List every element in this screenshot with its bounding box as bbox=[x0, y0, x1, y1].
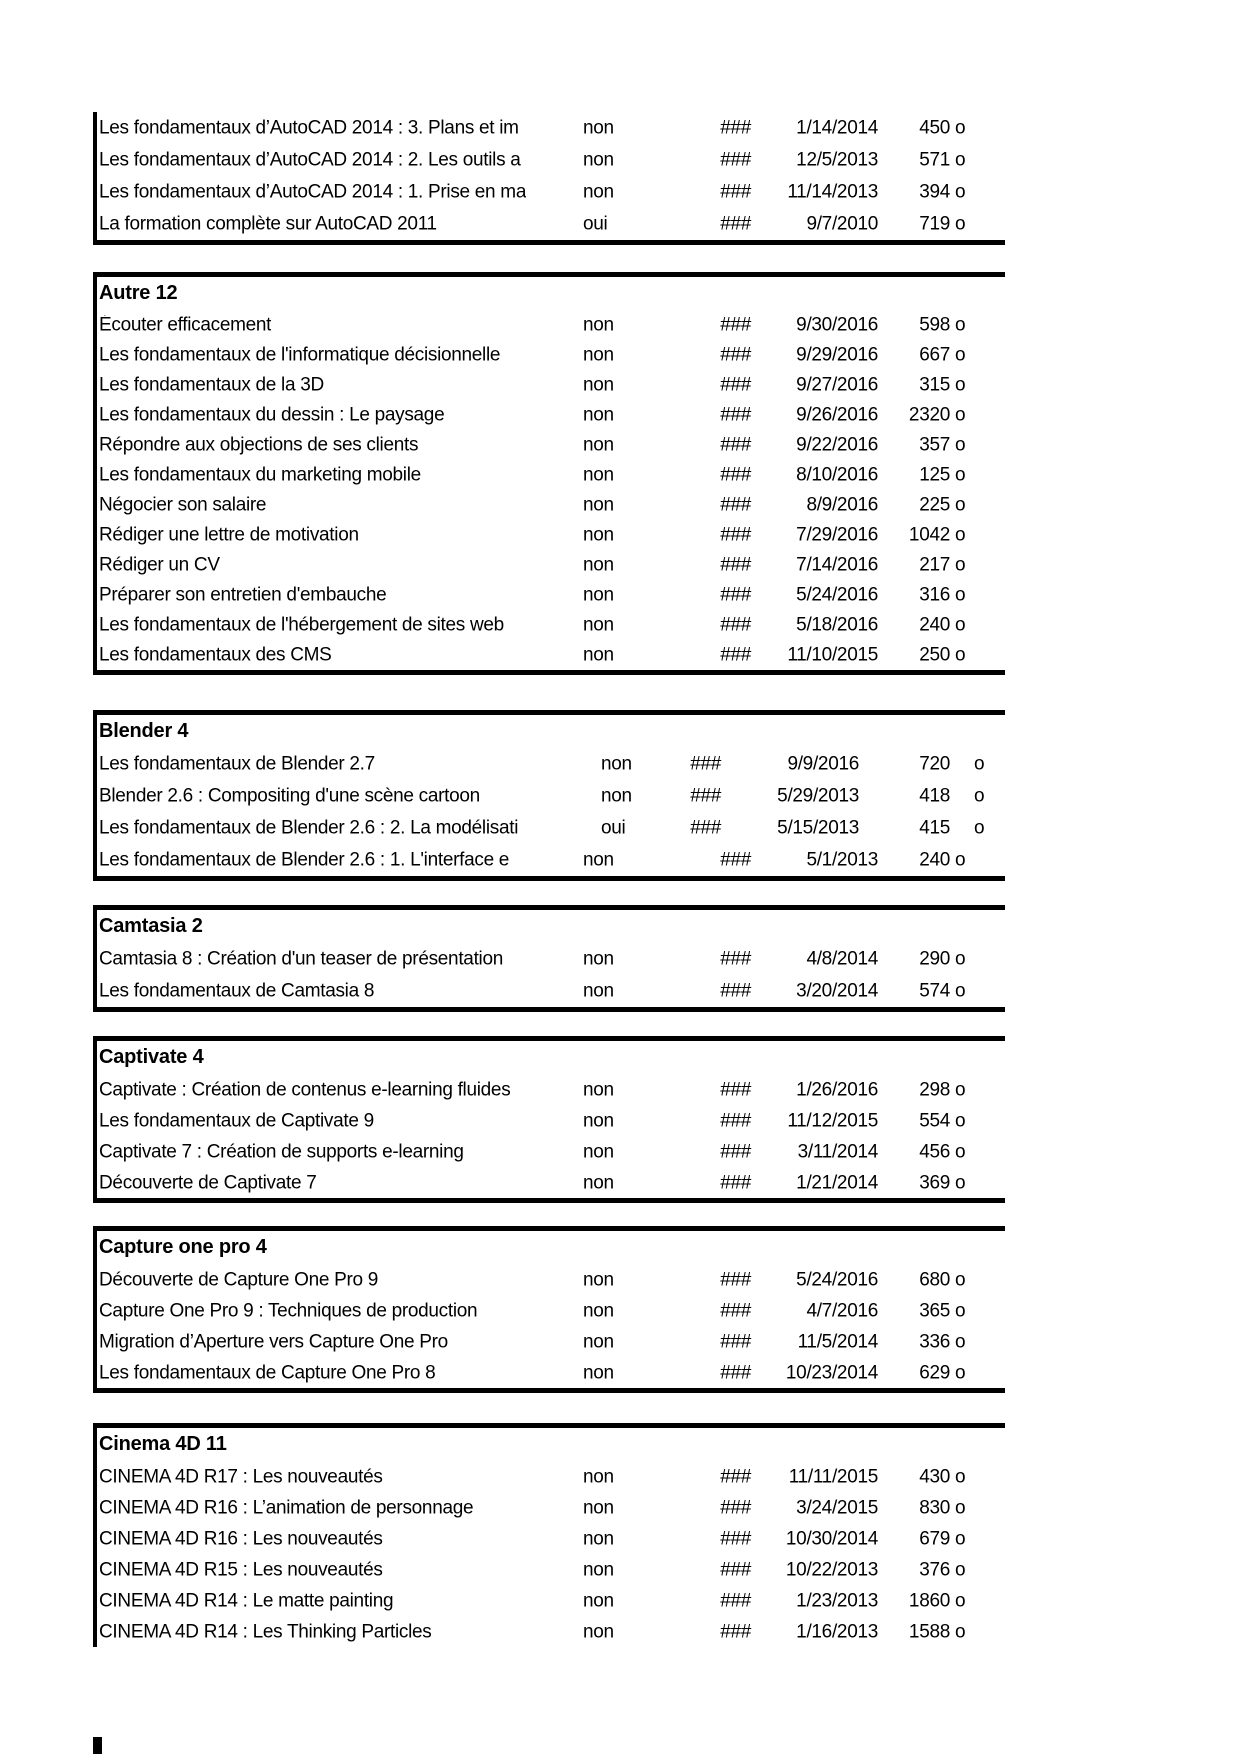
duration-value-cell: 316 bbox=[919, 584, 950, 606]
duration-unit-cell: o bbox=[955, 584, 966, 606]
duration-unit-cell: o bbox=[955, 1331, 966, 1352]
duration-unit-cell: o bbox=[955, 1497, 966, 1518]
duration-value-cell: 430 bbox=[919, 1466, 950, 1487]
duration-value-cell: 679 bbox=[919, 1528, 950, 1549]
group-rows bbox=[97, 310, 1005, 670]
release-date-cell: 3/11/2014 bbox=[797, 1141, 878, 1162]
group-header-row bbox=[97, 277, 1005, 310]
completed-flag-cell: non bbox=[583, 849, 614, 871]
next-section-border-fragment bbox=[93, 1737, 102, 1754]
release-date-cell: 9/22/2016 bbox=[796, 434, 878, 456]
course-title-cell: Les fondamentaux de Blender 2.6 : 2. La modélisati bbox=[99, 818, 519, 838]
course-row bbox=[97, 1554, 1005, 1585]
course-title-cell: Répondre aux objections de ses clients bbox=[99, 435, 419, 455]
completed-flag-cell: non bbox=[583, 374, 614, 396]
release-date-cell: 10/22/2013 bbox=[785, 1559, 878, 1580]
group-rows bbox=[97, 748, 1005, 876]
column-overflow-hash-cell: ### bbox=[720, 948, 751, 970]
column-overflow-hash-cell: ### bbox=[720, 434, 751, 456]
course-row bbox=[97, 580, 1005, 610]
duration-unit-cell: o bbox=[955, 1362, 966, 1383]
course-title-cell: Les fondamentaux des CMS bbox=[99, 645, 332, 665]
duration-unit-cell: o bbox=[974, 785, 985, 807]
course-title-cell: Capture One Pro 9 : Techniques de production bbox=[99, 1301, 478, 1320]
course-row bbox=[97, 1357, 1005, 1388]
release-date-cell: 7/14/2016 bbox=[796, 554, 878, 576]
course-title-cell: Les fondamentaux de la 3D bbox=[99, 375, 324, 395]
completed-flag-cell: non bbox=[583, 181, 614, 203]
duration-unit-cell: o bbox=[955, 614, 966, 636]
completed-flag-cell: non bbox=[583, 554, 614, 576]
course-row bbox=[97, 550, 1005, 580]
release-date-cell: 9/9/2016 bbox=[787, 753, 859, 775]
completed-flag-cell: non bbox=[583, 434, 614, 456]
release-date-cell: 9/30/2016 bbox=[796, 314, 878, 336]
release-date-cell: 9/26/2016 bbox=[796, 404, 878, 426]
release-date-cell: 1/21/2014 bbox=[796, 1172, 878, 1193]
column-overflow-hash-cell: ### bbox=[720, 181, 751, 203]
column-overflow-hash-cell: ### bbox=[720, 614, 751, 636]
course-title-cell: Écouter efficacement bbox=[99, 315, 272, 335]
duration-value-cell: 574 bbox=[919, 980, 950, 1002]
column-overflow-hash-cell: ### bbox=[720, 849, 751, 871]
duration-value-cell: 719 bbox=[919, 213, 950, 235]
completed-flag-cell: non bbox=[583, 314, 614, 336]
course-title-cell: Captivate : Création de contenus e-learning fluides bbox=[99, 1080, 511, 1099]
column-overflow-hash-cell: ### bbox=[720, 1300, 751, 1321]
course-row bbox=[97, 144, 1005, 176]
release-date-cell: 1/26/2016 bbox=[796, 1079, 878, 1100]
group-title: Camtasia 2 bbox=[99, 915, 203, 937]
release-date-cell: 9/27/2016 bbox=[796, 374, 878, 396]
completed-flag-cell: non bbox=[583, 614, 614, 636]
course-row bbox=[97, 370, 1005, 400]
duration-unit-cell: o bbox=[955, 344, 966, 366]
duration-value-cell: 357 bbox=[919, 434, 950, 456]
course-title-cell: CINEMA 4D R15 : Les nouveautés bbox=[99, 1560, 383, 1579]
release-date-cell: 11/5/2014 bbox=[797, 1331, 878, 1352]
course-row bbox=[97, 1326, 1005, 1357]
column-overflow-hash-cell: ### bbox=[720, 1269, 751, 1290]
completed-flag-cell: non bbox=[583, 117, 614, 139]
group-header-row bbox=[97, 1041, 1005, 1074]
completed-flag-cell: non bbox=[583, 1269, 614, 1290]
column-overflow-hash-cell: ### bbox=[720, 213, 751, 235]
completed-flag-cell: non bbox=[583, 1590, 614, 1611]
column-overflow-hash-cell: ### bbox=[720, 344, 751, 366]
course-row bbox=[97, 844, 1005, 876]
duration-value-cell: 250 bbox=[919, 644, 950, 666]
column-overflow-hash-cell: ### bbox=[720, 314, 751, 336]
completed-flag-cell: non bbox=[583, 149, 614, 171]
release-date-cell: 11/14/2013 bbox=[787, 181, 878, 203]
duration-value-cell: 394 bbox=[919, 181, 950, 203]
course-row bbox=[97, 1461, 1005, 1492]
course-row bbox=[97, 780, 1005, 812]
group-title: Captivate 4 bbox=[99, 1046, 204, 1068]
duration-unit-cell: o bbox=[955, 644, 966, 666]
course-title-cell: Préparer son entretien d'embauche bbox=[99, 585, 387, 605]
course-title-cell: Les fondamentaux de Blender 2.7 bbox=[99, 754, 375, 774]
duration-value-cell: 629 bbox=[919, 1362, 950, 1383]
group-rows bbox=[97, 943, 1005, 1007]
course-row bbox=[97, 1136, 1005, 1167]
group-title: Cinema 4D 11 bbox=[99, 1433, 227, 1455]
duration-unit-cell: o bbox=[955, 1621, 966, 1642]
release-date-cell: 3/24/2015 bbox=[796, 1497, 878, 1518]
course-group-section bbox=[93, 1423, 1005, 1647]
duration-value-cell: 1860 bbox=[908, 1590, 950, 1611]
course-title-cell: Les fondamentaux de Blender 2.6 : 1. L'interface e bbox=[99, 850, 510, 870]
completed-flag-cell: non bbox=[583, 344, 614, 366]
completed-flag-cell: non bbox=[583, 464, 614, 486]
duration-value-cell: 680 bbox=[919, 1269, 950, 1290]
course-title-cell: Migration d’Aperture vers Capture One Pro bbox=[99, 1332, 448, 1351]
column-overflow-hash-cell: ### bbox=[720, 374, 751, 396]
release-date-cell: 5/18/2016 bbox=[796, 614, 878, 636]
completed-flag-cell: non bbox=[583, 948, 614, 970]
duration-value-cell: 125 bbox=[919, 464, 950, 486]
release-date-cell: 11/10/2015 bbox=[787, 644, 878, 666]
course-row bbox=[97, 490, 1005, 520]
course-title-cell: Les fondamentaux de l'informatique décisionnelle bbox=[99, 345, 501, 365]
course-group-section bbox=[93, 1226, 1005, 1393]
duration-value-cell: 365 bbox=[919, 1300, 950, 1321]
course-group-section bbox=[93, 272, 1005, 675]
column-overflow-hash-cell: ### bbox=[720, 404, 751, 426]
course-title-cell: CINEMA 4D R16 : Les nouveautés bbox=[99, 1529, 383, 1548]
release-date-cell: 9/29/2016 bbox=[796, 344, 878, 366]
column-overflow-hash-cell: ### bbox=[720, 1559, 751, 1580]
course-row bbox=[97, 460, 1005, 490]
completed-flag-cell: non bbox=[583, 1300, 614, 1321]
duration-value-cell: 1588 bbox=[908, 1621, 950, 1642]
course-title-cell: Camtasia 8 : Création d'un teaser de présentation bbox=[99, 949, 504, 969]
duration-value-cell: 667 bbox=[919, 344, 950, 366]
course-row bbox=[97, 975, 1005, 1007]
course-title-cell: Rédiger une lettre de motivation bbox=[99, 525, 359, 545]
duration-value-cell: 450 bbox=[919, 117, 950, 139]
duration-value-cell: 554 bbox=[919, 1110, 950, 1131]
release-date-cell: 1/16/2013 bbox=[796, 1621, 878, 1642]
course-row bbox=[97, 1074, 1005, 1105]
completed-flag-cell: non bbox=[583, 1528, 614, 1549]
group-title: Blender 4 bbox=[99, 720, 189, 742]
column-overflow-hash-cell: ### bbox=[690, 753, 721, 775]
release-date-cell: 7/29/2016 bbox=[796, 524, 878, 546]
course-row bbox=[97, 1585, 1005, 1616]
course-group-section bbox=[93, 710, 1005, 881]
duration-unit-cell: o bbox=[955, 404, 966, 426]
column-overflow-hash-cell: ### bbox=[720, 1621, 751, 1642]
course-title-cell: Les fondamentaux du marketing mobile bbox=[99, 465, 421, 485]
release-date-cell: 5/29/2013 bbox=[777, 785, 859, 807]
course-row bbox=[97, 430, 1005, 460]
course-title-cell: CINEMA 4D R14 : Le matte painting bbox=[99, 1591, 394, 1610]
completed-flag-cell: oui bbox=[601, 817, 626, 839]
duration-unit-cell: o bbox=[974, 817, 985, 839]
completed-flag-cell: non bbox=[583, 524, 614, 546]
course-row bbox=[97, 340, 1005, 370]
duration-unit-cell: o bbox=[955, 1269, 966, 1290]
course-row bbox=[97, 748, 1005, 780]
completed-flag-cell: non bbox=[583, 1079, 614, 1100]
column-overflow-hash-cell: ### bbox=[720, 1466, 751, 1487]
course-title-cell: CINEMA 4D R14 : Les Thinking Particles bbox=[99, 1622, 432, 1641]
duration-unit-cell: o bbox=[955, 524, 966, 546]
completed-flag-cell: non bbox=[583, 1331, 614, 1352]
completed-flag-cell: non bbox=[583, 1141, 614, 1162]
duration-value-cell: 369 bbox=[919, 1172, 950, 1193]
course-title-cell: Les fondamentaux d’AutoCAD 2014 : 1. Prise en ma bbox=[99, 182, 527, 202]
course-title-cell: Les fondamentaux de Capture One Pro 8 bbox=[99, 1363, 436, 1382]
release-date-cell: 4/7/2016 bbox=[806, 1300, 878, 1321]
completed-flag-cell: oui bbox=[583, 213, 608, 235]
course-row bbox=[97, 208, 1005, 240]
course-title-cell: Négocier son salaire bbox=[99, 495, 267, 515]
course-row bbox=[97, 310, 1005, 340]
column-overflow-hash-cell: ### bbox=[720, 980, 751, 1002]
duration-unit-cell: o bbox=[955, 849, 966, 871]
course-title-cell: Les fondamentaux du dessin : Le paysage bbox=[99, 405, 445, 425]
completed-flag-cell: non bbox=[583, 980, 614, 1002]
course-title-cell: CINEMA 4D R17 : Les nouveautés bbox=[99, 1467, 383, 1486]
column-overflow-hash-cell: ### bbox=[720, 464, 751, 486]
course-row bbox=[97, 1523, 1005, 1554]
duration-value-cell: 376 bbox=[919, 1559, 950, 1580]
duration-value-cell: 240 bbox=[919, 614, 950, 636]
course-title-cell: Blender 2.6 : Compositing d'une scène cartoon bbox=[99, 786, 480, 806]
column-overflow-hash-cell: ### bbox=[720, 1590, 751, 1611]
column-overflow-hash-cell: ### bbox=[720, 1362, 751, 1383]
column-overflow-hash-cell: ### bbox=[720, 524, 751, 546]
course-title-cell: Découverte de Capture One Pro 9 bbox=[99, 1270, 379, 1289]
completed-flag-cell: non bbox=[583, 494, 614, 516]
course-title-cell: La formation complète sur AutoCAD 2011 bbox=[99, 214, 437, 234]
column-overflow-hash-cell: ### bbox=[720, 554, 751, 576]
course-row bbox=[97, 1167, 1005, 1198]
column-overflow-hash-cell: ### bbox=[720, 1497, 751, 1518]
column-overflow-hash-cell: ### bbox=[720, 1172, 751, 1193]
duration-value-cell: 225 bbox=[919, 494, 950, 516]
course-row bbox=[97, 1105, 1005, 1136]
course-row bbox=[97, 1264, 1005, 1295]
group-header-row bbox=[97, 715, 1005, 748]
column-overflow-hash-cell: ### bbox=[720, 494, 751, 516]
group-header-row bbox=[97, 1231, 1005, 1264]
group-rows bbox=[97, 112, 1005, 240]
release-date-cell: 1/23/2013 bbox=[796, 1590, 878, 1611]
release-date-cell: 8/10/2016 bbox=[796, 464, 878, 486]
column-overflow-hash-cell: ### bbox=[720, 1331, 751, 1352]
completed-flag-cell: non bbox=[601, 753, 632, 775]
duration-unit-cell: o bbox=[974, 753, 985, 775]
course-group-section bbox=[93, 112, 1005, 245]
column-overflow-hash-cell: ### bbox=[720, 644, 751, 666]
duration-unit-cell: o bbox=[955, 1559, 966, 1580]
duration-unit-cell: o bbox=[955, 314, 966, 336]
course-title-cell: Les fondamentaux de Camtasia 8 bbox=[99, 981, 375, 1001]
duration-unit-cell: o bbox=[955, 1590, 966, 1611]
course-row bbox=[97, 610, 1005, 640]
duration-unit-cell: o bbox=[955, 494, 966, 516]
completed-flag-cell: non bbox=[583, 1362, 614, 1383]
duration-unit-cell: o bbox=[955, 374, 966, 396]
group-header-row bbox=[97, 1428, 1005, 1461]
group-rows bbox=[97, 1461, 1005, 1647]
release-date-cell: 9/7/2010 bbox=[806, 213, 878, 235]
completed-flag-cell: non bbox=[583, 644, 614, 666]
completed-flag-cell: non bbox=[583, 404, 614, 426]
duration-unit-cell: o bbox=[955, 1079, 966, 1100]
course-title-cell: Captivate 7 : Création de supports e-learning bbox=[99, 1142, 464, 1161]
duration-value-cell: 2320 bbox=[908, 404, 950, 426]
course-group-section bbox=[93, 1036, 1005, 1203]
course-row bbox=[97, 1295, 1005, 1326]
course-title-cell: Découverte de Captivate 7 bbox=[99, 1173, 317, 1192]
duration-unit-cell: o bbox=[955, 117, 966, 139]
group-rows bbox=[97, 1264, 1005, 1388]
course-row bbox=[97, 176, 1005, 208]
release-date-cell: 12/5/2013 bbox=[796, 149, 878, 171]
course-group-section bbox=[93, 905, 1005, 1012]
completed-flag-cell: non bbox=[583, 1466, 614, 1487]
course-row bbox=[97, 943, 1005, 975]
completed-flag-cell: non bbox=[583, 1172, 614, 1193]
release-date-cell: 5/24/2016 bbox=[796, 584, 878, 606]
duration-unit-cell: o bbox=[955, 1172, 966, 1193]
completed-flag-cell: non bbox=[583, 1621, 614, 1642]
course-row bbox=[97, 112, 1005, 144]
group-title: Autre 12 bbox=[99, 282, 178, 304]
group-header-row bbox=[97, 910, 1005, 943]
column-overflow-hash-cell: ### bbox=[720, 1079, 751, 1100]
group-rows bbox=[97, 1074, 1005, 1198]
duration-value-cell: 315 bbox=[919, 374, 950, 396]
duration-value-cell: 217 bbox=[919, 554, 950, 576]
course-row bbox=[97, 400, 1005, 430]
release-date-cell: 3/20/2014 bbox=[796, 980, 878, 1002]
release-date-cell: 5/1/2013 bbox=[806, 849, 878, 871]
course-title-cell: CINEMA 4D R16 : L’animation de personnage bbox=[99, 1498, 474, 1517]
release-date-cell: 11/12/2015 bbox=[787, 1110, 878, 1131]
column-overflow-hash-cell: ### bbox=[720, 1141, 751, 1162]
release-date-cell: 5/24/2016 bbox=[796, 1269, 878, 1290]
completed-flag-cell: non bbox=[583, 584, 614, 606]
group-title: Capture one pro 4 bbox=[99, 1236, 267, 1258]
duration-unit-cell: o bbox=[955, 1300, 966, 1321]
course-title-cell: Les fondamentaux d’AutoCAD 2014 : 2. Les outils a bbox=[99, 150, 521, 170]
column-overflow-hash-cell: ### bbox=[720, 584, 751, 606]
course-row bbox=[97, 1492, 1005, 1523]
release-date-cell: 10/23/2014 bbox=[785, 1362, 878, 1383]
duration-unit-cell: o bbox=[955, 1110, 966, 1131]
duration-value-cell: 415 bbox=[919, 817, 950, 839]
completed-flag-cell: non bbox=[583, 1110, 614, 1131]
duration-value-cell: 830 bbox=[919, 1497, 950, 1518]
duration-unit-cell: o bbox=[955, 434, 966, 456]
column-overflow-hash-cell: ### bbox=[720, 1110, 751, 1131]
duration-unit-cell: o bbox=[955, 1528, 966, 1549]
column-overflow-hash-cell: ### bbox=[720, 1528, 751, 1549]
course-row bbox=[97, 520, 1005, 550]
duration-unit-cell: o bbox=[955, 948, 966, 970]
completed-flag-cell: non bbox=[583, 1559, 614, 1580]
duration-value-cell: 1042 bbox=[908, 524, 950, 546]
course-title-cell: Rédiger un CV bbox=[99, 555, 220, 575]
course-title-cell: Les fondamentaux de l'hébergement de sites web bbox=[99, 615, 504, 635]
duration-value-cell: 720 bbox=[919, 753, 950, 775]
release-date-cell: 10/30/2014 bbox=[785, 1528, 878, 1549]
duration-unit-cell: o bbox=[955, 213, 966, 235]
course-title-cell: Les fondamentaux d’AutoCAD 2014 : 3. Plans et im bbox=[99, 118, 519, 138]
duration-unit-cell: o bbox=[955, 181, 966, 203]
column-overflow-hash-cell: ### bbox=[690, 817, 721, 839]
release-date-cell: 8/9/2016 bbox=[806, 494, 878, 516]
release-date-cell: 1/14/2014 bbox=[796, 117, 878, 139]
duration-value-cell: 598 bbox=[919, 314, 950, 336]
column-overflow-hash-cell: ### bbox=[690, 785, 721, 807]
duration-value-cell: 290 bbox=[919, 948, 950, 970]
duration-unit-cell: o bbox=[955, 464, 966, 486]
duration-value-cell: 418 bbox=[919, 785, 950, 807]
duration-unit-cell: o bbox=[955, 980, 966, 1002]
duration-unit-cell: o bbox=[955, 1466, 966, 1487]
release-date-cell: 4/8/2014 bbox=[806, 948, 878, 970]
column-overflow-hash-cell: ### bbox=[720, 117, 751, 139]
release-date-cell: 5/15/2013 bbox=[777, 817, 859, 839]
course-row bbox=[97, 1616, 1005, 1647]
course-row bbox=[97, 812, 1005, 844]
duration-unit-cell: o bbox=[955, 149, 966, 171]
duration-unit-cell: o bbox=[955, 1141, 966, 1162]
duration-value-cell: 298 bbox=[919, 1079, 950, 1100]
column-overflow-hash-cell: ### bbox=[720, 149, 751, 171]
course-row bbox=[97, 640, 1005, 670]
duration-value-cell: 456 bbox=[919, 1141, 950, 1162]
course-title-cell: Les fondamentaux de Captivate 9 bbox=[99, 1111, 374, 1130]
completed-flag-cell: non bbox=[583, 1497, 614, 1518]
completed-flag-cell: non bbox=[601, 785, 632, 807]
duration-value-cell: 571 bbox=[919, 149, 950, 171]
duration-unit-cell: o bbox=[955, 554, 966, 576]
release-date-cell: 11/11/2015 bbox=[788, 1466, 878, 1487]
duration-value-cell: 240 bbox=[919, 849, 950, 871]
duration-value-cell: 336 bbox=[919, 1331, 950, 1352]
